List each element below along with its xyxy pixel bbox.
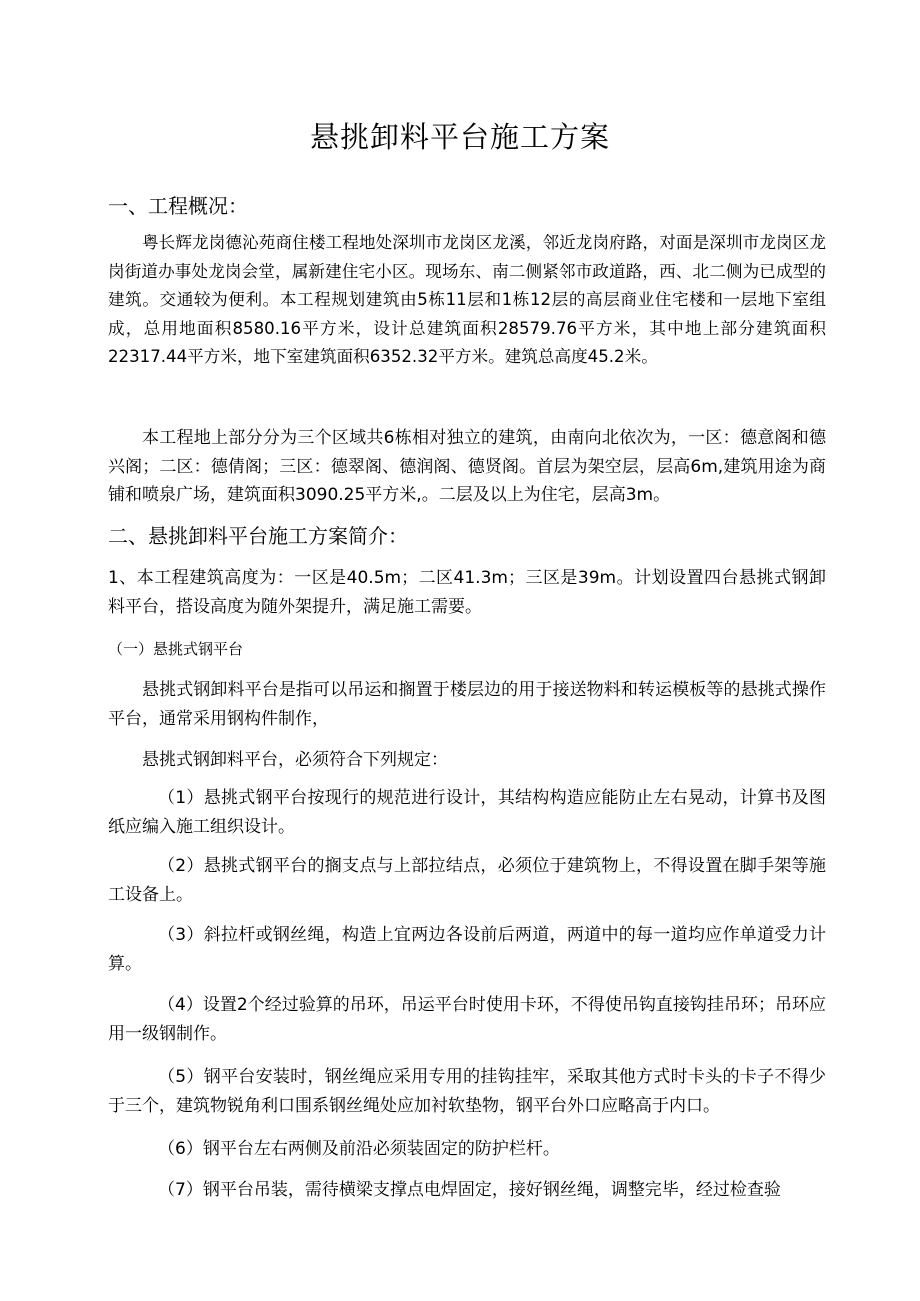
regulations-intro: 悬挑式钢卸料平台，必须符合下列规定： (142, 750, 448, 770)
section-2-heading: 二、悬挑卸料平台施工方案简介： (108, 524, 408, 548)
platform-definition-paragraph: 悬挑式钢卸料平台是指可以吊运和搁置于楼层边的用于接送物料和转运模板等的悬挑式操作平台，通常采用钢构件制作， (108, 680, 826, 729)
subsection-heading: （一）悬挑式钢平台 (108, 640, 244, 658)
rule-item: （2）悬挑式钢平台的搁支点与上部拉结点，必须位于建筑物上，不得设置在脚手架等施工设备上。 (108, 856, 826, 905)
rule-item: （6）钢平台左右两侧及前沿必须装固定的防护栏杆。 (158, 1139, 560, 1159)
section-1-heading: 一、工程概况： (108, 194, 248, 218)
document-title: 悬挑卸料平台施工方案 (309, 120, 610, 154)
overview-paragraph-1: 粤长辉龙岗德沁苑商住楼工程地处深圳市龙岗区龙溪，邻近龙岗府路，对面是深圳市龙岗区龙岗街道办事处龙岗会堂，属新建住宅小区。现场东、南二侧紧邻市政道路，西、北二侧为已成型的建筑。交通较为便利。本工程规划建筑由5栋11层和1栋12层的高层商业住宅楼和一层地下室组成，总用地面积8580.16平方米，设计总建筑面积28579.76平方米，其中地上部分建筑面积22317.44平方米，地下室建筑面积6352.32平方米。建筑总高度45.2米。 (108, 233, 826, 366)
overview-paragraph-2: 本工程地上部分分为三个区域共6栋相对独立的建筑，由南向北依次为，一区：德意阁和德兴阁；二区：德倩阁；三区：德翠阁、德润阁、德贤阁。首层为架空层，层高6m,建筑用途为商铺和喷泉广场，建筑面积3090.25平方米,。二层及以上为住宅，层高3m。 (108, 428, 826, 505)
section-2-item-1: 1、本工程建筑高度为：一区是40.5m；二区41.3m；三区是39m。计划设置四台悬挑式钢卸料平台，搭设高度为随外架提升，满足施工需要。 (108, 568, 826, 617)
rule-item: （5）钢平台安装时，钢丝绳应采用专用的挂钩挂牢，采取其他方式时卡头的卡子不得少于三个，建筑物锐角利口围系钢丝绳处应加衬软垫物，钢平台外口应略高于内口。 (108, 1067, 826, 1116)
rule-item: （3）斜拉杆或钢丝绳，构造上宜两边各设前后两道，两道中的每一道均应作单道受力计算。 (108, 925, 826, 974)
rule-item: （4）设置2个经过验算的吊环，吊运平台时使用卡环，不得使吊钩直接钩挂吊环；吊环应用一级钢制作。 (108, 995, 826, 1044)
rule-item: （1）悬挑式钢平台按现行的规范进行设计，其结构构造应能防止左右晃动，计算书及图纸应编入施工组织设计。 (108, 788, 826, 837)
rule-item: （7）钢平台吊装，需待横梁支撑点电焊固定，接好钢丝绳，调整完毕，经过检查验 (158, 1180, 781, 1200)
